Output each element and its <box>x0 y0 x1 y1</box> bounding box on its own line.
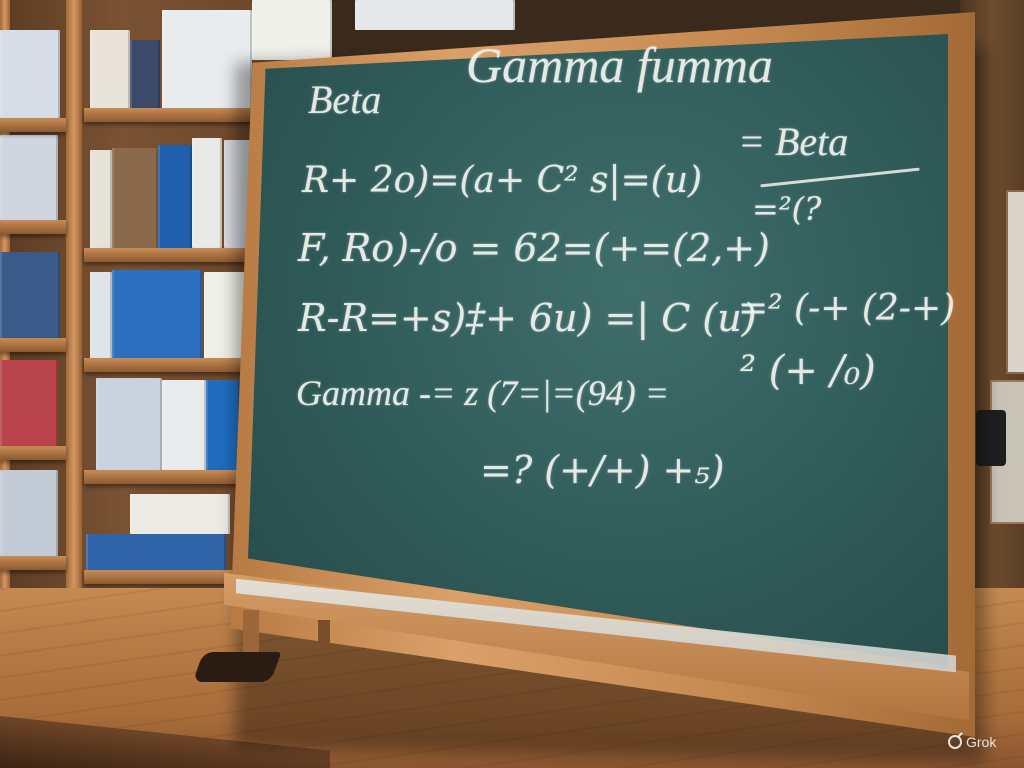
shelf-board <box>84 570 240 584</box>
book <box>112 270 202 360</box>
shelf-board <box>0 338 66 352</box>
book <box>162 380 206 472</box>
shelf-post <box>66 0 82 590</box>
chalk-equation: =? (+/+) +₅) <box>480 448 725 492</box>
book <box>86 534 226 570</box>
chalk-equation: R+ 2o)=(a+ C² s|=(u) <box>302 160 703 201</box>
stand-leg <box>318 620 330 644</box>
book <box>355 0 515 30</box>
grok-watermark <box>948 734 996 750</box>
shelf-board <box>0 220 66 234</box>
chalk-equation: =² (-+ (2-+) <box>738 288 956 329</box>
shelf-board <box>0 446 66 460</box>
chalk-equation: = Beta <box>738 119 849 164</box>
book <box>192 138 222 248</box>
chalk-equation: =²(? <box>752 190 822 228</box>
shelf-board <box>0 556 66 570</box>
chalk-title-gamma: Gamma fumma <box>466 37 773 93</box>
book <box>0 360 58 446</box>
watermark-text: Grok <box>966 734 997 750</box>
book <box>0 30 60 118</box>
grok-logo-icon <box>948 735 962 749</box>
chalk-equation: R-R=+s)‡+ 6u) =| C (u) <box>298 296 757 340</box>
shelf-board <box>0 118 66 132</box>
chalk-equation: F, Ro)-/o = 62=(+=(2,+) <box>298 226 770 270</box>
book <box>90 150 112 252</box>
book <box>0 252 60 340</box>
chalk-equation: ² (+ /₀) <box>740 348 876 394</box>
book <box>130 494 230 534</box>
book <box>90 30 130 120</box>
shelf-board <box>84 470 244 484</box>
book <box>252 0 332 60</box>
book <box>0 470 58 556</box>
shelf-board <box>84 358 250 372</box>
book <box>0 135 58 220</box>
stand-foot <box>193 652 282 682</box>
book <box>112 148 158 250</box>
chalk-title-beta: Beta <box>308 77 382 122</box>
chalk-equation: Gamma -= z (7=|=(94) = <box>296 373 670 413</box>
book <box>158 145 192 249</box>
book <box>90 272 112 360</box>
shelf-board <box>84 248 254 262</box>
wall-panel <box>1006 190 1024 374</box>
book <box>96 378 162 470</box>
